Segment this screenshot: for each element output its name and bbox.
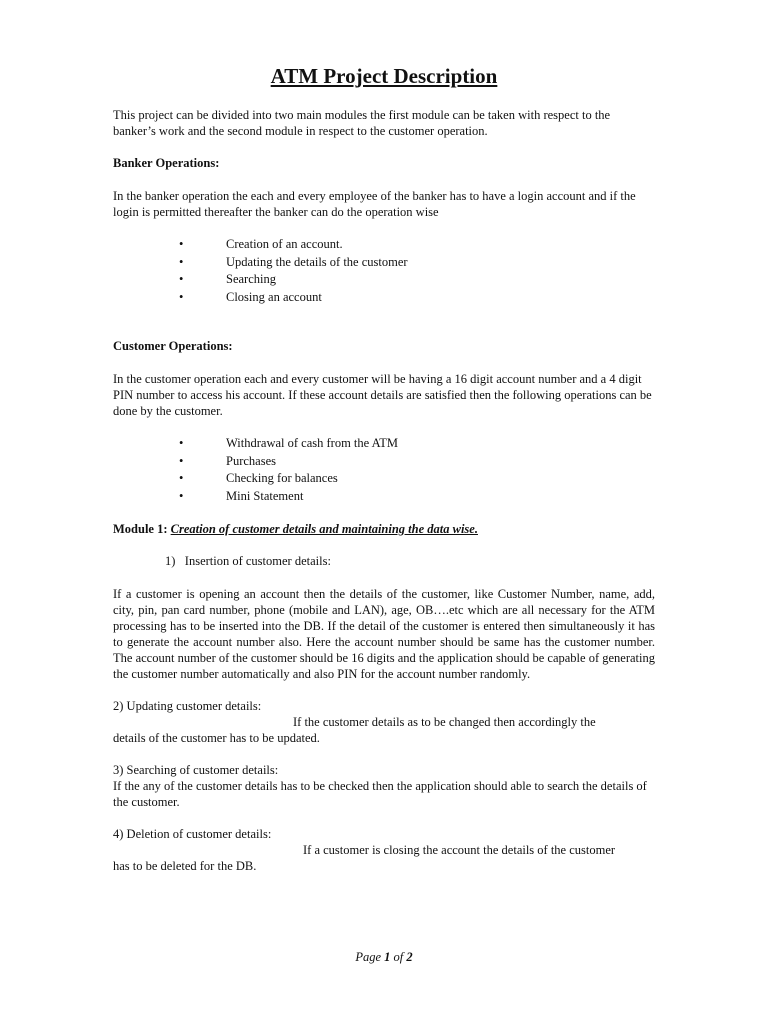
page-total: 2	[406, 950, 413, 964]
document-body	[113, 62, 655, 874]
deletion-text-line1: If a customer is closing the account the details of the customer	[303, 843, 616, 857]
bullet-icon: •	[179, 289, 184, 304]
bullet-icon: •	[179, 237, 184, 251]
bullet-icon: •	[179, 453, 184, 468]
module-1-label: Module 1:	[113, 522, 168, 536]
insertion-heading: 1) Insertion of customer details:	[165, 554, 331, 568]
deletion-heading: 4) Deletion of customer details:	[113, 827, 272, 841]
document-title: ATM Project Description	[270, 64, 498, 88]
deletion-text-line2: has to be deleted for the DB.	[113, 859, 257, 873]
intro-paragraph: This project can be divided into two main modules the first module can be taken with respect to the banker’s work and the second module in respect to the customer operation.	[113, 108, 611, 138]
banker-operations-list	[113, 236, 655, 306]
bullet-icon: •	[179, 254, 184, 269]
searching-text: If the any of the customer details has to be checked then the application should able to search the details of the customer.	[113, 779, 647, 809]
bullet-icon: •	[179, 272, 184, 286]
module-1-title: Creation of customer details and maintaining the data wise.	[170, 522, 478, 536]
page-number: 1	[384, 950, 391, 964]
customer-operations-text: In the customer operation each and every customer will be having a 16 digit account number and a 4 digit PIN number to access his account. If these account details are satisfied then the following operations can be done by the customer.	[113, 372, 652, 418]
list-item: • Creation of an account.	[179, 237, 343, 251]
bullet-icon: •	[179, 436, 184, 450]
bullet-icon: •	[179, 488, 184, 503]
updating-heading: 2) Updating customer details:	[113, 699, 262, 713]
list-item: • Closing an account	[179, 289, 322, 304]
banker-operations-heading: Banker Operations:	[113, 156, 220, 170]
list-item: • Checking for balances	[179, 471, 338, 485]
bullet-icon: •	[179, 471, 184, 485]
updating-text-line1: If the customer details as to be changed then accordingly the	[293, 715, 596, 729]
of-label: of	[390, 950, 407, 964]
list-item: • Updating the details of the customer	[179, 254, 408, 269]
list-item: • Mini Statement	[179, 488, 304, 503]
searching-heading: 3) Searching of customer details:	[113, 763, 279, 777]
insertion-text: If a customer is opening an account then the details of the customer, like Customer Number, name, add, city, pin, pan card number, phone (mobile and LAN), age, OB….etc which are all necessary for the ATM processing has to be inserted into the DB. If the detail of the customer is entered then simultaneously it has to generate the account number also. Here the account number should be same has the customer number. The account number of the customer should be 16 digits and the application should be capable of generating the customer number automatically and also PIN for the account number randomly.	[113, 587, 655, 681]
banker-operations-text: In the banker operation the each and every employee of the banker has to have a login account and if the login is permitted thereafter the banker can do the operation wise	[113, 189, 636, 219]
page-footer	[0, 949, 768, 965]
customer-operations-heading: Customer Operations:	[113, 339, 233, 353]
module-1-heading	[113, 521, 655, 537]
updating-text-line2: details of the customer has to be updated.	[113, 731, 320, 745]
customer-operations-list	[113, 435, 655, 505]
list-item: • Withdrawal of cash from the ATM	[179, 436, 399, 450]
list-item: • Purchases	[179, 453, 276, 468]
page-label: Page	[355, 950, 385, 964]
list-item: • Searching	[179, 272, 276, 286]
